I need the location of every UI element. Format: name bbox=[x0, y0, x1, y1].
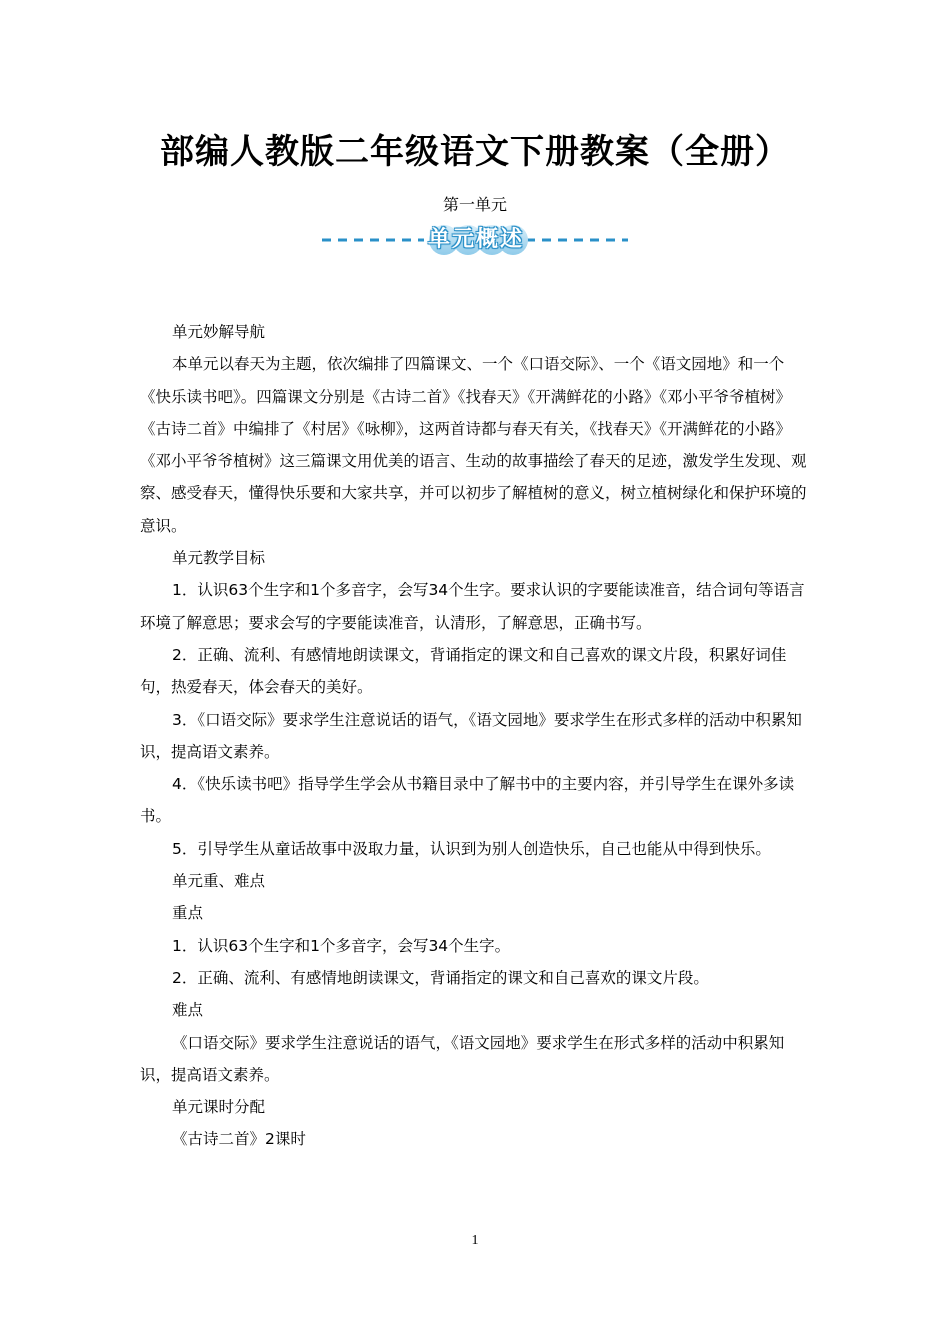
paragraph: 5．引导学生从童话故事中汲取力量，认识到为别人创造快乐，自己也能从中得到快乐。 bbox=[172, 839, 771, 858]
paragraph: 重点 bbox=[172, 904, 204, 923]
paragraph: 单元课时分配 bbox=[172, 1098, 266, 1117]
unit-overview-banner bbox=[320, 222, 630, 258]
document-body bbox=[140, 316, 812, 1156]
page-number: 1 bbox=[471, 1233, 479, 1248]
paragraph: 2．正确、流利、有感情地朗读课文，背诵指定的课文和自己喜欢的课文片段。 bbox=[172, 968, 709, 987]
unit-label: 第一单元 bbox=[442, 195, 507, 214]
document-title: 部编人教版二年级语文下册教案（全册） bbox=[160, 132, 790, 172]
paragraph: 1．认识63个生字和1个多音字，会写34个生字。要求认识的字要能读准音，结合词句等语言环境了解意思；要求会写的字要能读准音，认清形，了解意思，正确书写。 bbox=[140, 581, 805, 632]
paragraph: 4．《快乐读书吧》指导学生学会从书籍目录中了解书中的主要内容，并引导学生在课外多读书。 bbox=[140, 775, 795, 826]
paragraph: 3．《口语交际》要求学生注意说话的语气，《语文园地》要求学生在形式多样的活动中积累知识，提高语文素养。 bbox=[140, 710, 802, 761]
paragraph: 本单元以春天为主题，依次编排了四篇课文、一个《口语交际》、一个《语文园地》和一个《快乐读书吧》。四篇课文分别是《古诗二首》《找春天》《开满鲜花的小路》《邓小平爷爷植树》《古诗二首》中编排了《村居》《咏柳》，这两首诗都与春天有关，《找春天》《开满鲜花的小路》《邓小平爷爷植树》这三篇课文用优美的语言、生动的故事描绘了春天的足迹，激发学生发现、观察、感受春天，懂得快乐要和大家共享，并可以初步了解植树的意义，树立植树绿化和保护环境的意识。 bbox=[140, 355, 807, 535]
paragraph: 单元妙解导航 bbox=[172, 323, 266, 341]
paragraph: 单元重、难点 bbox=[172, 872, 266, 891]
paragraph: 单元教学目标 bbox=[172, 549, 266, 568]
paragraph: 《古诗二首》2课时 bbox=[172, 1130, 306, 1149]
paragraph: 1．认识63个生字和1个多音字，会写34个生字。 bbox=[172, 936, 511, 955]
paragraph: 难点 bbox=[172, 1001, 204, 1020]
paragraph: 《口语交际》要求学生注意说话的语气，《语文园地》要求学生在形式多样的活动中积累知识，提高语文素养。 bbox=[140, 1033, 785, 1084]
banner-title: 单元概述 bbox=[428, 227, 525, 252]
paragraph: 2．正确、流利、有感情地朗读课文，背诵指定的课文和自己喜欢的课文片段，积累好词佳句，热爱春天，体会春天的美好。 bbox=[140, 645, 787, 697]
